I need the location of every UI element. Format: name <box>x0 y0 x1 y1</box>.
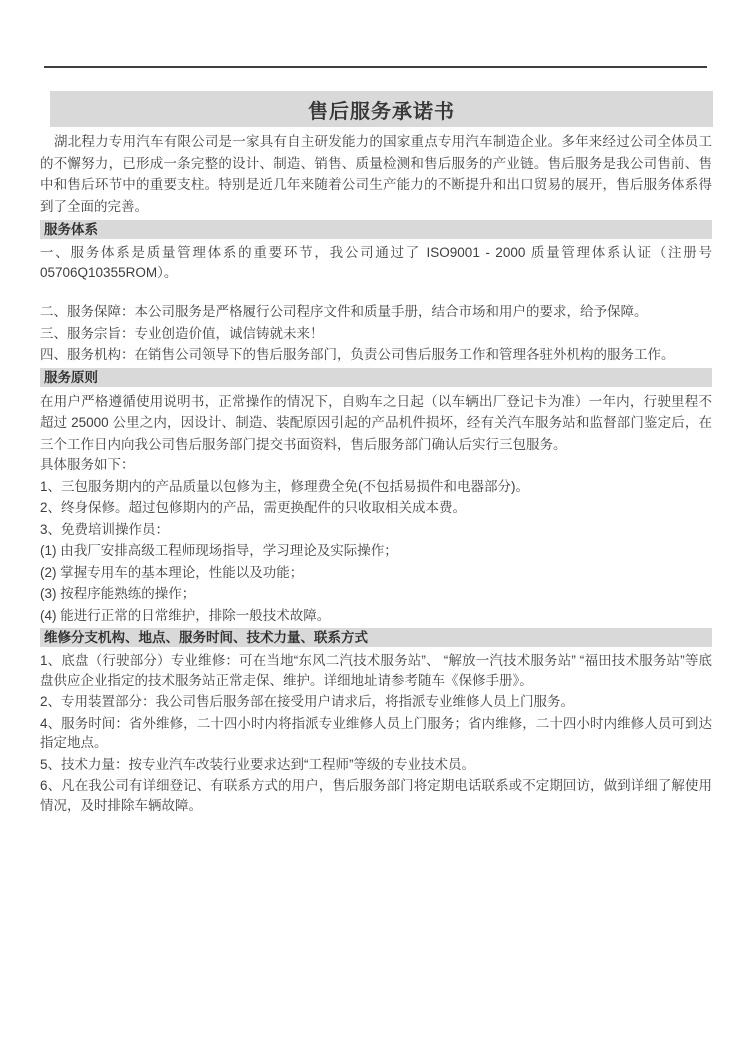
repair-item-1: 1、底盘（行驶部分）专业维修：可在当地“东风二汽技术服务站”、 “解放一汽技术服务站” “福田技术服务站”等底盘供应企业指定的技术服务站正常走保、维护。详细地址请参考随车《保修手册》。 <box>40 653 712 688</box>
service-principles-item-1: 1、三包服务期内的产品质量以包修为主，修理费全免(不包括易损件和电器部分)。 <box>40 478 529 494</box>
service-principles-subtitle: 具体服务如下： <box>40 457 135 472</box>
top-divider <box>44 66 707 68</box>
service-principles-item-3: 3、免费培训操作员： <box>40 521 170 537</box>
repair-item-6: 6、凡在我公司有详细登记、有联系方式的用户，售后服务部门将定期电话联系或不定期回访，做到详细了解使用情况，及时排除车辆故障。 <box>40 778 712 813</box>
section-header-service-system: 服务体系 <box>40 220 712 239</box>
training-subitem-2: (2) 掌握专用车的基本理论，性能以及功能； <box>40 564 304 580</box>
service-system-item-4: 四、服务机构：在销售公司领导下的售后服务部门，负责公司售后服务工作和管理各驻外机构的服务工作。 <box>40 347 675 362</box>
training-subitem-1: (1) 由我厂安排高级工程师现场指导，学习理论及实际操作； <box>40 543 398 558</box>
section-header-service-principles: 服务原则 <box>40 368 712 387</box>
intro-paragraph: 湖北程力专用汽车有限公司是一家具有自主研发能力的国家重点专用汽车制造企业。多年来经过公司全体员工的不懈努力，已形成一条完整的设计、制造、销售、质量检测和售后服务的产业链。售后服务是我公司售前、售中和售后环节中的重要支柱。特别是近几年来随着公司生产能力的不断提升和出口贸易的展开，售后服务体系得到了全面的完善。 <box>40 134 712 214</box>
repair-item-5: 5、技术力量：按专业汽车改装行业要求达到“工程师”等级的专业技术员。 <box>40 756 475 772</box>
service-principles-item-2: 2、终身保修。超过包修期内的产品，需更换配件的只收取相关成本费。 <box>40 500 467 515</box>
service-system-item-1: 一、服务体系是质量管理体系的重要环节，我公司通过了 ISO9001 - 2000 质量管理体系认证（注册号 05706Q10355ROM）。 <box>40 245 712 280</box>
training-subitem-4: (4) 能进行正常的日常维护，排除一般技术故障。 <box>40 607 331 623</box>
service-principles-paragraph: 在用户严格遵循使用说明书，正常操作的情况下，自购车之日起（以车辆出厂登记卡为准）一年内，行驶里程不超过 25000 公里之内，因设计、制造、装配原因引起的产品机件损坏，经有关汽车服务站和监督部门鉴定后，在三个工作日内向我公司售后服务部门提交书面资料，售后服务部门确认后实行三包服务。 <box>40 393 712 452</box>
service-system-item-2: 二、服务保障：本公司服务是严格履行公司程序文件和质量手册，结合市场和用户的要求，给予保障。 <box>40 304 648 319</box>
section-header-repair-branches: 维修分支机构、地点、服务时间、技术力量、联系方式 <box>40 628 712 647</box>
training-subitem-3: (3) 按程序能熟练的操作； <box>40 586 196 601</box>
repair-item-4: 4、服务时间：省外维修，二十四小时内将指派专业维修人员上门服务；省内维修，二十四小时内维修人员可到达指定地点。 <box>40 715 712 750</box>
document-body <box>40 131 712 817</box>
repair-item-2: 2、专用装置部分：我公司售后服务部在接受用户请求后，将指派专业维修人员上门服务。 <box>40 694 575 709</box>
document-title: 售后服务承诺书 <box>308 100 455 123</box>
service-system-item-3: 三、服务宗旨：专业创造价值，诚信铸就未来！ <box>40 325 324 341</box>
document-title-bar <box>50 91 713 127</box>
